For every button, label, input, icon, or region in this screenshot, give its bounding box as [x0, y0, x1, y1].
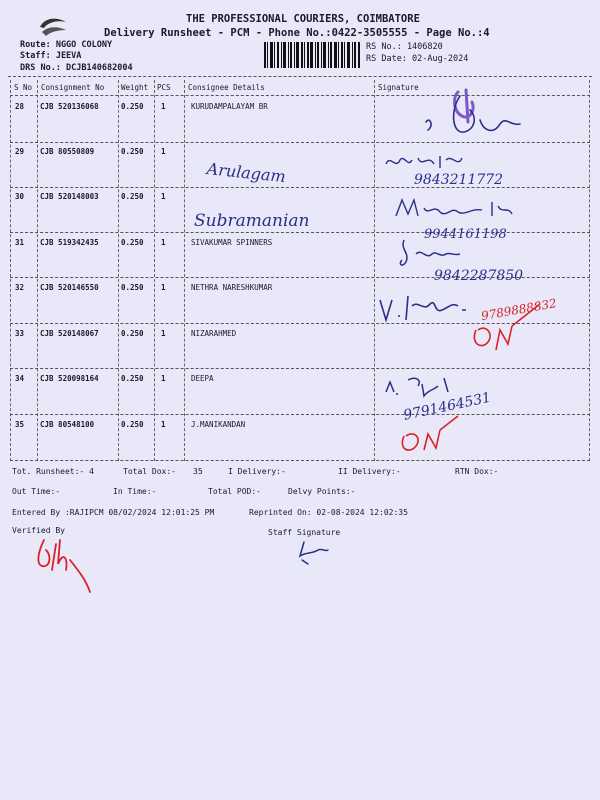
- staff-signature: [294, 538, 334, 568]
- row-sno: 32: [15, 283, 25, 292]
- entered-by: Entered By :RAJIPCM 08/02/2024 12:01:25 PM: [12, 508, 215, 517]
- col-header-consignment: Consignment No: [41, 83, 105, 92]
- row-weight: 0.250: [121, 238, 144, 247]
- row-consignment: CJB 519342435: [40, 238, 99, 247]
- svg-text:Arulagam: Arulagam: [205, 159, 287, 187]
- row-weight: 0.250: [121, 329, 144, 338]
- row-sno: 33: [15, 329, 25, 338]
- row-consignee: DEEPA: [191, 374, 214, 383]
- total-dox-value: 35: [193, 467, 203, 476]
- handwritten-phone-row31: [432, 262, 572, 286]
- col-header-sno: S No: [14, 83, 33, 92]
- row-consignment: CJB 520136068: [40, 102, 99, 111]
- rs-number: RS No.: 1406820: [366, 42, 443, 52]
- rs-date: RS Date: 02-Aug-2024: [366, 54, 469, 64]
- out-time-label: Out Time:-: [12, 487, 61, 496]
- row-pcs: 1: [161, 374, 166, 383]
- total-dox-label: Total Dox:-: [123, 467, 176, 476]
- rtn-dox-label: RTN Dox:-: [455, 467, 499, 476]
- verified-by-label: Verified By: [12, 526, 65, 535]
- handwritten-name-row30: [192, 204, 362, 234]
- row-weight: 0.250: [121, 147, 144, 156]
- svg-text:9944161198: 9944161198: [424, 227, 507, 242]
- svg-text:9789888832: 9789888832: [480, 296, 558, 324]
- row-consignee: J.MANIKANDAN: [191, 420, 246, 429]
- row-pcs: 1: [161, 238, 166, 247]
- company-logo: [38, 16, 68, 38]
- row-consignee: KURUDAMPALAYAM BR: [191, 102, 268, 111]
- row-pcs: 1: [161, 283, 166, 292]
- route-label: Route: NGGO COLONY: [20, 40, 113, 50]
- svg-text:9843211772: 9843211772: [414, 172, 504, 188]
- red-ok-mark-row32: [466, 300, 546, 360]
- col-header-signature: Signature: [378, 83, 419, 92]
- row-pcs: 1: [161, 420, 166, 429]
- col-header-weight: Weight: [121, 83, 149, 92]
- row-pcs: 1: [161, 329, 166, 338]
- row-consignment: CJB 520098164: [40, 374, 99, 383]
- col-header-consignee: Consignee Details: [188, 83, 265, 92]
- row-pcs: 1: [161, 102, 166, 111]
- total-pod-label: Total POD:-: [208, 487, 261, 496]
- row-pcs: 1: [161, 147, 166, 156]
- row-sno: 29: [15, 147, 25, 156]
- staff-label: Staff: JEEVA: [20, 51, 82, 61]
- verified-signature: [30, 530, 100, 600]
- handwritten-phone-row29: [412, 166, 532, 192]
- document-title: Delivery Runsheet - PCM - Phone No.:0422-3505555 - Page No.:4: [104, 27, 490, 39]
- row-weight: 0.250: [121, 283, 144, 292]
- row-consignee: SIVAKUMAR SPINNERS: [191, 238, 273, 247]
- red-ok-mark-row34: [394, 410, 474, 460]
- delivery-points-label: Delvy Points:-: [288, 487, 356, 496]
- row-consignee: NETHRA NARESHKUMAR: [191, 283, 273, 292]
- staff-signature-label: Staff Signature: [268, 528, 341, 537]
- col-header-pcs: PCS: [157, 83, 171, 92]
- row-sno: 35: [15, 420, 25, 429]
- barcode: [264, 42, 360, 68]
- reprinted-on: Reprinted On: 02-08-2024 12:02:35: [249, 508, 408, 517]
- row-weight: 0.250: [121, 374, 144, 383]
- row-consignment: CJB 520148067: [40, 329, 99, 338]
- handwritten-name-row29: [205, 150, 315, 190]
- ii-delivery-label: II Delivery:-: [338, 467, 401, 476]
- signature-row28: [420, 90, 530, 140]
- total-runsheet: Tot. Runsheet:- 4: [12, 467, 94, 476]
- svg-text:Subramanian: Subramanian: [194, 211, 310, 231]
- row-consignment: CJB 520148003: [40, 192, 99, 201]
- drs-number: DRS No.: DCJB140682004: [20, 63, 133, 73]
- row-consignment: CJB 520146550: [40, 283, 99, 292]
- row-sno: 30: [15, 192, 25, 201]
- svg-text:9791464531: 9791464531: [402, 389, 493, 424]
- row-sno: 31: [15, 238, 25, 247]
- row-consignee: NIZARAHMED: [191, 329, 237, 338]
- svg-text:9842287850: 9842287850: [434, 268, 524, 284]
- header-divider: [8, 76, 592, 77]
- row-consignment: CJB 80548100: [40, 420, 95, 429]
- row-sno: 34: [15, 374, 25, 383]
- row-pcs: 1: [161, 192, 166, 201]
- row-weight: 0.250: [121, 420, 144, 429]
- row-weight: 0.250: [121, 102, 144, 111]
- row-consignment: CJB 80550809: [40, 147, 95, 156]
- company-name: THE PROFESSIONAL COURIERS, COIMBATORE: [186, 13, 420, 25]
- row-sno: 28: [15, 102, 25, 111]
- i-delivery-label: I Delivery:-: [228, 467, 286, 476]
- row-weight: 0.250: [121, 192, 144, 201]
- in-time-label: In Time:-: [113, 487, 157, 496]
